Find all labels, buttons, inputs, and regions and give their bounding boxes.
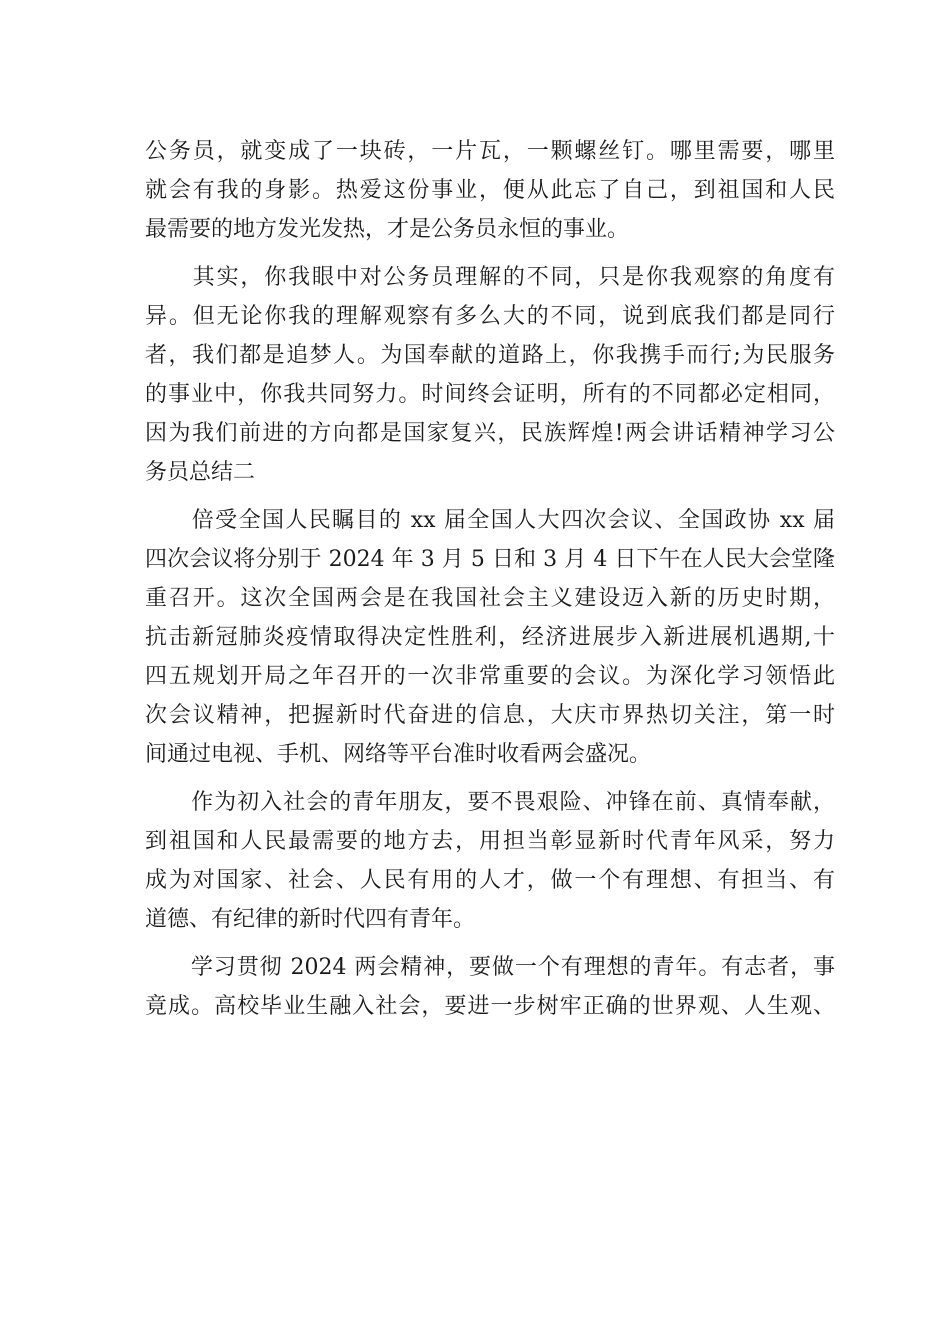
text-line: 学习贯彻 2024 两会精神，要做一个有理想的青年。有志者，事 [145,955,835,980]
text-line: 四五规划开局之年召开的一次非常重要的会议。为深化学习领悟此 [145,664,835,689]
paragraph-4 [145,783,835,939]
text-line: 其实，你我眼中对公务员理解的不同，只是你我观察的角度有 [145,265,835,290]
text-line: 倍受全国人民瞩目的 xx 届全国人大四次会议、全国政协 xx 届 [145,508,835,533]
text-line: 者，我们都是追梦人。为国奉献的道路上，你我携手而行;为民服务 [145,343,835,368]
text-line: 间通过电视、手机、网络等平台准时收看两会盛况。 [145,742,652,767]
paragraph-5 [145,948,835,1026]
text-line: 到祖国和人民最需要的地方去，用担当彰显新时代青年风采，努力 [145,829,835,854]
paragraph-3 [145,501,835,774]
document-body [145,132,835,1035]
text-line: 最需要的地方发光发热，才是公务员永恒的事业。 [145,217,630,242]
paragraph-2 [145,258,835,492]
text-line: 重召开。这次全国两会是在我国社会主义建设迈入新的历史时期， [145,586,835,611]
text-line: 务员总结二 [145,460,256,485]
text-line: 道德、有纪律的新时代四有青年。 [145,907,476,932]
text-line: 抗击新冠肺炎疫情取得决定性胜利，经济进展步入新进展机遇期,十 [145,625,835,650]
text-line: 成为对国家、社会、人民有用的人才，做一个有理想、有担当、有 [145,868,835,893]
text-line: 就会有我的身影。热爱这份事业，便从此忘了自己，到祖国和人民 [145,178,835,203]
text-line: 异。但无论你我的理解观察有多么大的不同，说到底我们都是同行 [145,304,835,329]
text-line: 竟成。高校毕业生融入社会，要进一步树牢正确的世界观、人生观、 [145,994,835,1019]
paragraph-1 [145,132,835,249]
text-line: 次会议精神，把握新时代奋进的信息，大庆市界热切关注，第一时 [145,703,835,728]
text-line: 四次会议将分别于 2024 年 3 月 5 日和 3 月 4 日下午在人民大会堂隆 [145,547,835,572]
text-line: 的事业中，你我共同努力。时间终会证明，所有的不同都必定相同， [145,382,835,407]
text-line: 公务员，就变成了一块砖，一片瓦，一颗螺丝钉。哪里需要，哪里 [145,139,835,164]
text-line: 作为初入社会的青年朋友，要不畏艰险、冲锋在前、真情奉献， [145,790,835,815]
text-line: 因为我们前进的方向都是国家复兴，民族辉煌!两会讲话精神学习公 [145,421,835,446]
